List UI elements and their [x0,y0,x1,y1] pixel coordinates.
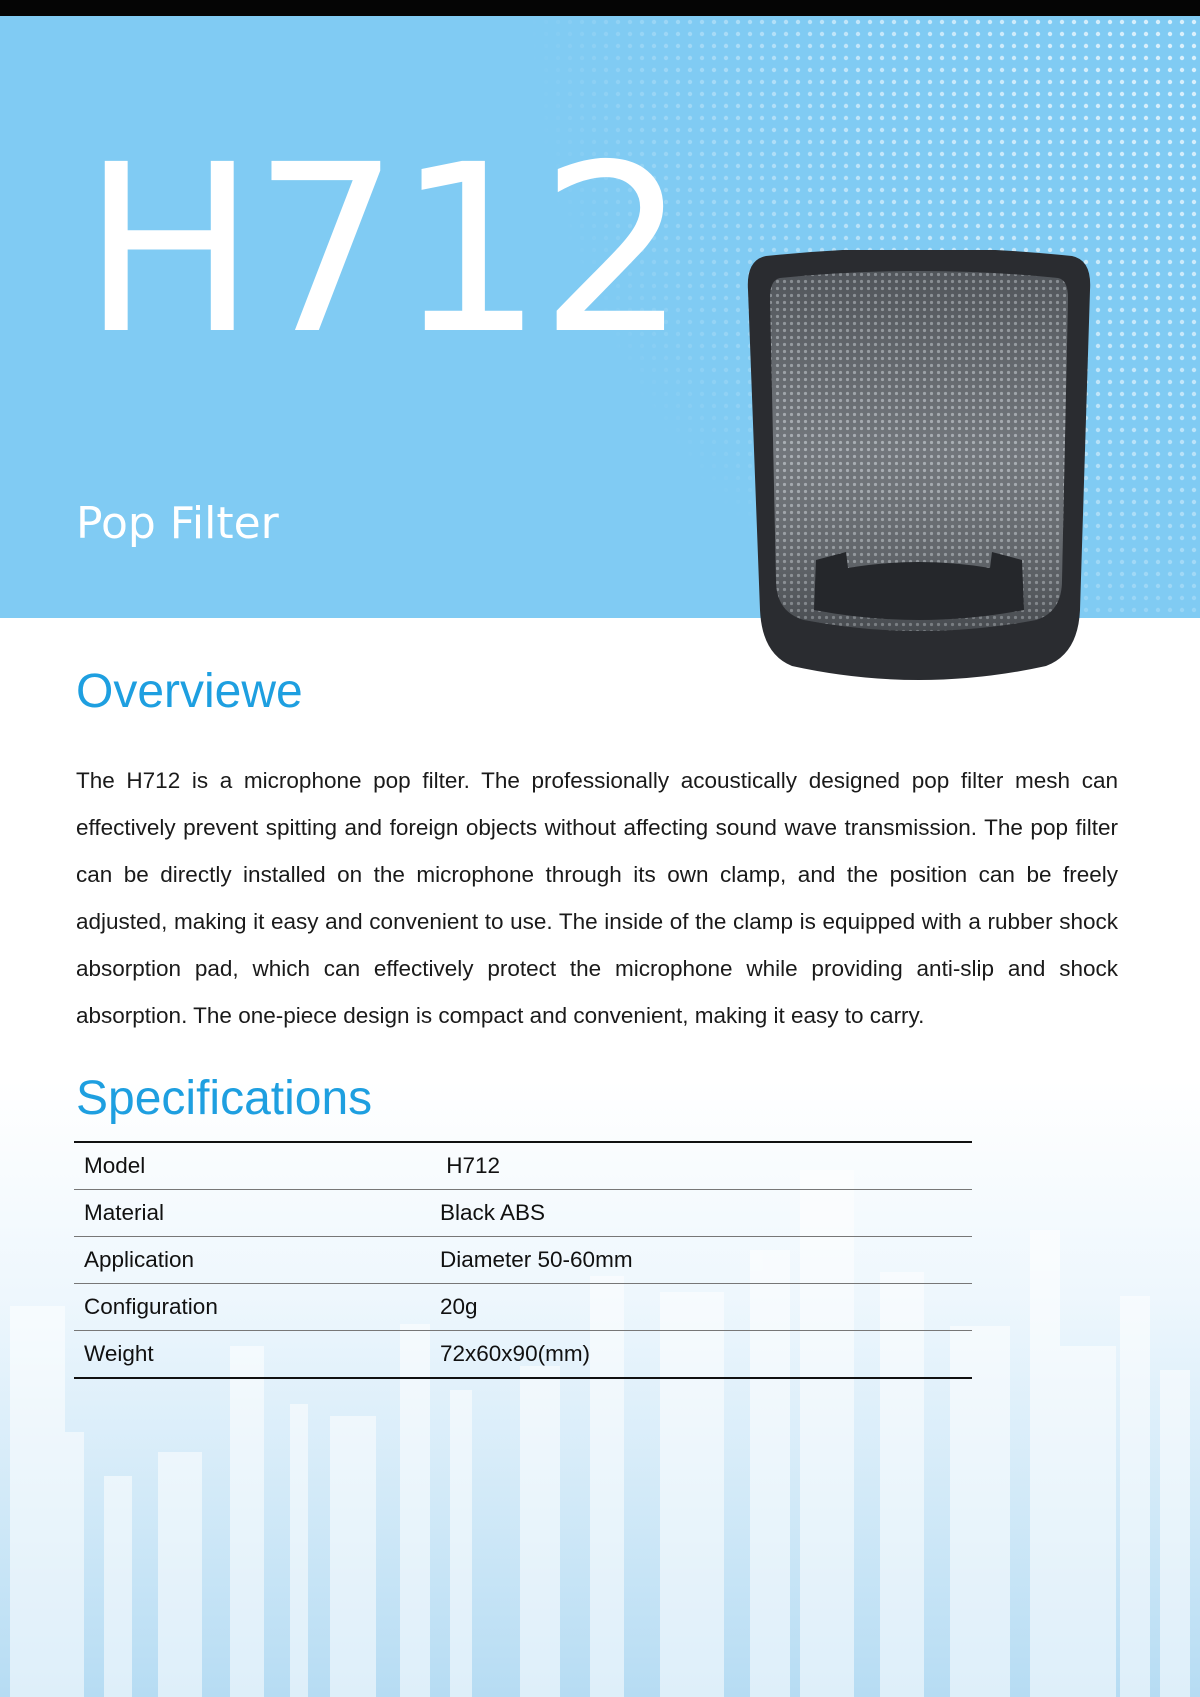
spec-value: 20g [436,1284,972,1331]
overview-paragraph: The H712 is a microphone pop filter. The professionally acoustically designed pop filter mesh can effectively prevent spitting and foreign objects without affecting sound wave transmission. The pop filter can be directly installed on the microphone through its own clamp, and the position can be freely adjusted, making it easy and convenient to use. The inside of the clamp is equipped with a rubber shock absorption pad, which can effectively protect the microphone while providing anti-slip and shock absorption. The one-piece design is compact and convenient, making it easy to carry. [76,768,1118,1028]
pop-filter-product-image [746,250,1092,694]
specifications-heading: Specifications [76,1072,373,1125]
spec-row-model [74,1142,972,1190]
spec-row-weight [74,1331,972,1379]
spec-key: Weight [84,1341,154,1366]
spec-row-material [74,1190,972,1237]
spec-value: H712 [436,1142,972,1190]
spec-row-configuration [74,1284,972,1331]
top-bar [0,0,1200,16]
spec-key: Application [74,1237,436,1284]
model-title: H712 [82,115,684,385]
spec-key: Configuration [74,1284,436,1331]
spec-value: 72x60x90(mm) [440,1341,591,1366]
spec-key: Material [74,1190,436,1237]
spec-value: Diameter 50-60mm [436,1237,972,1284]
spec-row-application [74,1237,972,1284]
specifications-table [74,1141,972,1379]
product-type: Pop Filter [76,498,279,549]
spec-value: Black ABS [436,1190,972,1237]
spec-key: Model [74,1142,436,1190]
overview-heading: Overviewe [76,665,303,718]
